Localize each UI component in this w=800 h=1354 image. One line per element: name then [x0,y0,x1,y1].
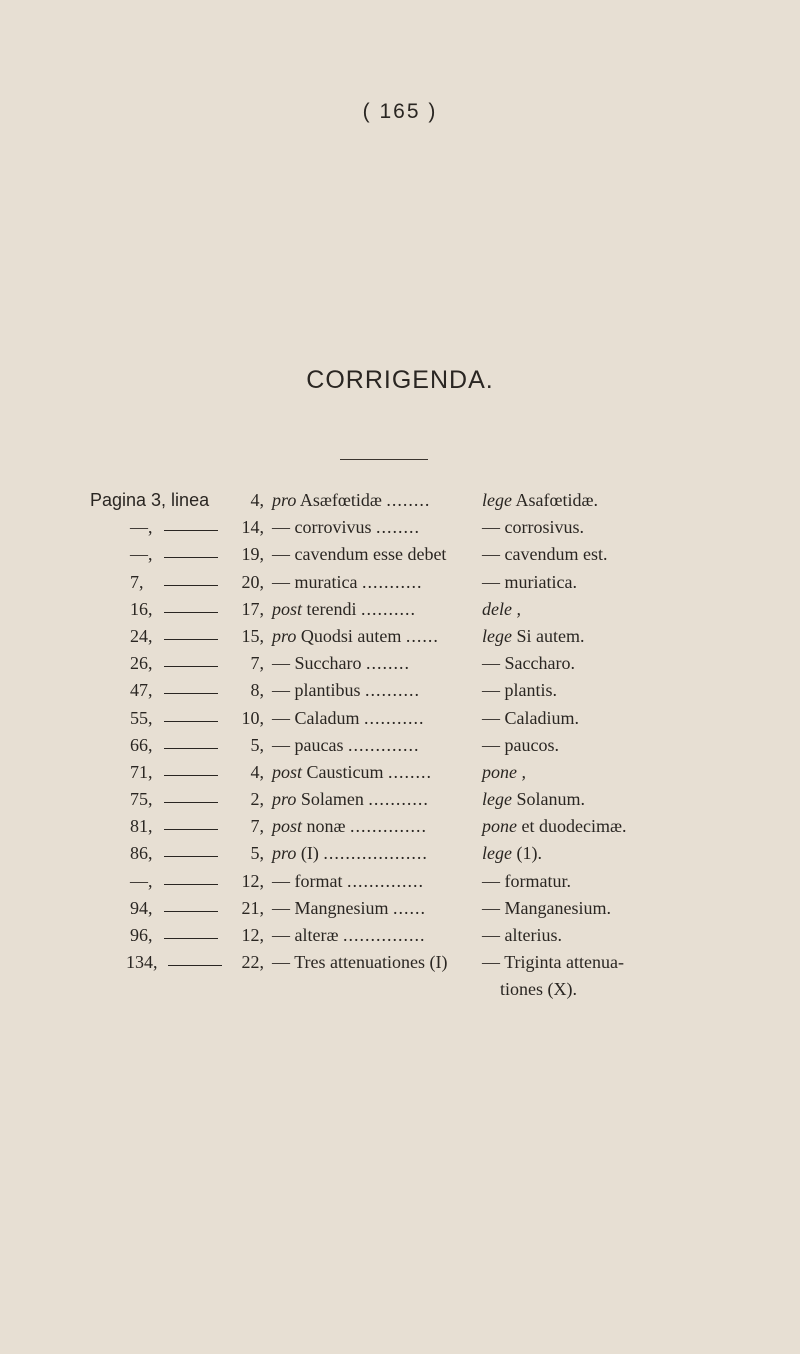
wrong-text [272,789,429,810]
correct-text [482,572,577,593]
leader-dots: ........... [361,571,423,592]
leader-dots: ...... [393,897,426,918]
correct-text [482,952,624,973]
wrong-word: Solamen [300,789,364,810]
correct-word: Manganesium. [504,897,611,918]
ditto-rule [164,530,218,531]
page-ref: 7, [130,571,144,592]
wrong-prefix: — [272,571,290,592]
wrong-prefix: — [272,707,290,728]
wrong-text [272,925,425,946]
leader-dots: ........ [365,653,410,674]
correct-prefix: lege [482,789,512,810]
wrong-text [272,626,439,647]
ditto-rule [164,585,218,586]
ditto-rule [164,666,218,667]
correct-text [482,544,607,565]
correct-prefix: — [482,952,500,973]
title-rule [340,459,428,460]
line-ref: 5, [250,734,264,755]
ditto-rule [164,639,218,640]
ditto-rule [164,884,218,885]
errata-continuation-row [130,979,750,1006]
errata-row [90,490,750,517]
correct-word: Triginta attenua- [504,952,624,973]
leader-dots: ........ [375,517,420,538]
errata-row [130,708,750,735]
errata-row [130,816,750,843]
correct-word: Solanum. [516,789,585,810]
correct-word: alterius. [504,925,562,945]
wrong-text [272,871,424,892]
page-ref: 66, [130,734,153,755]
wrong-text [272,952,448,973]
correct-prefix: — [482,571,500,592]
errata-row [130,789,750,816]
wrong-text [272,544,446,565]
correct-word: formatur. [504,870,571,891]
wrong-text [272,735,419,756]
errata-row [130,843,750,870]
correct-prefix: — [482,925,500,945]
wrong-text [272,816,427,837]
leader-dots: ........ [388,761,433,782]
correct-word: corrosivus. [504,517,584,538]
ditto-rule [164,829,218,830]
correct-prefix: — [482,653,500,674]
line-ref: 14, [241,517,264,538]
wrong-word: cavendum esse debet [294,544,447,565]
errata-row [130,517,750,544]
wrong-word: Mangnesium [294,897,389,918]
correct-prefix: — [482,517,500,538]
ditto-rule [164,748,218,749]
errata-row [130,762,750,789]
correct-prefix: lege [482,843,512,864]
ditto-rule [164,938,218,939]
wrong-prefix: post [272,816,303,837]
correct-word: Caladium. [504,707,579,728]
correct-prefix: pone , [482,761,526,782]
page-ref: —, [130,517,153,538]
errata-row [130,572,750,599]
line-ref: 7, [250,653,264,674]
ditto-rule [164,721,218,722]
correct-text [482,708,579,729]
line-ref: 20, [241,571,264,592]
wrong-prefix: — [272,897,290,918]
correct-text [482,735,559,756]
line-ref: 4, [250,761,264,782]
line-ref: 21, [241,897,264,918]
page-ref: 134, [126,952,158,973]
leader-dots: ................... [323,843,428,864]
correct-word: Saccharo. [504,653,575,674]
correct-word: et duodecimæ. [521,816,627,837]
correct-prefix: pone [482,816,517,837]
correct-prefix: lege [482,625,512,646]
wrong-prefix: pro [272,843,297,864]
errata-row [126,952,750,979]
leader-dots: ............... [342,925,426,945]
correct-text [482,680,557,701]
wrong-word: Tres attenuationes (I) [294,952,448,973]
leader-dots: .......... [361,598,416,619]
page-ref: 16, [130,598,153,619]
page-ref: 24, [130,625,153,646]
correct-text [482,762,526,783]
wrong-text [272,898,426,919]
line-ref: 22, [241,952,264,973]
wrong-word: muratica [294,571,358,592]
wrong-word: paucas [294,734,344,755]
errata-row [130,653,750,680]
correct-text [482,871,571,892]
line-ref: 19, [241,544,264,565]
correct-text [482,626,584,647]
wrong-text [272,490,430,511]
page-ref: 47, [130,680,153,701]
correct-text [482,898,611,919]
leader-dots: ........ [386,490,431,510]
leader-dots: ............. [347,734,420,755]
errata-row [130,544,750,571]
correct-prefix: lege [482,490,512,510]
errata-row [130,871,750,898]
line-ref: 10, [241,707,264,728]
correct-prefix: — [482,734,500,755]
wrong-prefix: — [272,925,290,945]
line-ref: 12, [241,925,264,945]
wrong-word: plantibus [294,680,361,701]
ditto-rule [164,856,218,857]
line-ref: 5, [250,843,264,864]
correct-word: (1). [516,843,542,864]
correct-prefix: — [482,707,500,728]
wrong-word: Succharo [294,653,362,674]
wrong-prefix: post [272,761,303,782]
ditto-rule [164,693,218,694]
page-ref: 81, [130,816,153,837]
wrong-prefix: pro [272,490,297,510]
wrong-word: nonæ [306,816,346,837]
page-ref: 94, [130,897,153,918]
correct-word: cavendum est. [504,544,608,565]
wrong-text [272,653,410,674]
wrong-prefix: — [272,680,290,701]
correct-word: paucos. [504,734,559,755]
line-ref: 12, [241,870,264,891]
wrong-prefix: post [272,598,303,619]
wrong-word: format [294,870,343,891]
wrong-text [272,599,416,620]
correct-text [482,517,584,538]
leader-dots: .............. [346,870,424,891]
page-ref: 96, [130,925,153,945]
correct-word: Asafœtidæ. [515,490,598,510]
correct-prefix: dele , [482,598,521,619]
page-ref: 26, [130,653,153,674]
page-ref: 86, [130,843,153,864]
wrong-prefix: — [272,870,290,891]
errata-row [130,735,750,762]
wrong-text [272,572,422,593]
line-ref: 2, [250,789,264,810]
page-number: ( 165 ) [362,100,438,123]
line-ref: 15, [241,625,264,646]
correct-prefix: — [482,680,500,701]
ditto-rule [164,612,218,613]
correct-prefix: — [482,870,500,891]
leader-dots: ........... [368,789,429,810]
wrong-prefix: — [272,517,290,538]
wrong-text [272,680,420,701]
errata-table [90,490,750,1007]
wrong-prefix: pro [272,789,297,810]
line-ref: 4, [250,490,264,510]
page-ref: 55, [130,707,153,728]
wrong-prefix: — [272,734,290,755]
wrong-word: Quodsi autem [300,625,402,646]
leader-dots: ...... [405,625,439,646]
wrong-text [272,708,425,729]
wrong-text [272,762,432,783]
wrong-word: terendi [306,598,357,619]
wrong-word: corrovivus [294,517,372,538]
correct-text [482,925,562,946]
correct-text [482,843,542,864]
page-ref: —, [130,870,153,891]
continuation-text: tiones (X). [500,979,577,1000]
wrong-word: Causticum [306,761,384,782]
correct-text [482,816,626,837]
wrong-word: Asæfœtidæ [299,490,382,510]
wrong-word: Caladum [294,707,360,728]
correct-word: Si autem. [516,625,585,646]
leader-dots: ........... [364,707,425,728]
errata-row [130,898,750,925]
correct-text [482,789,585,810]
leader-dots: .............. [350,816,428,837]
errata-row [130,626,750,653]
wrong-word: alteræ [294,925,339,945]
wrong-prefix: — [272,952,290,973]
page-ref: Pagina 3, linea [90,490,210,510]
leader-dots: .......... [365,680,420,701]
ditto-rule [168,965,222,966]
ditto-rule [164,557,218,558]
page-title: CORRIGENDA. [306,366,494,394]
errata-row [130,599,750,626]
wrong-text [272,843,428,864]
correct-word: muriatica. [504,571,577,592]
wrong-word: (I) [300,843,319,864]
ditto-rule [164,802,218,803]
wrong-prefix: — [272,653,290,674]
errata-row [130,925,750,952]
page-ref: 71, [130,761,153,782]
correct-word: plantis. [504,680,557,701]
correct-text [482,653,575,674]
line-ref: 8, [250,680,264,701]
page-ref: —, [130,544,153,565]
ditto-rule [164,911,218,912]
wrong-text [272,517,420,538]
correct-text [482,490,598,511]
correct-text [482,599,521,620]
wrong-prefix: — [272,544,290,565]
line-ref: 17, [241,598,264,619]
wrong-prefix: pro [272,625,297,646]
page-ref: 75, [130,789,153,810]
errata-row [130,680,750,707]
correct-prefix: — [482,544,500,565]
ditto-rule [164,775,218,776]
line-ref: 7, [250,816,264,837]
correct-prefix: — [482,897,500,918]
